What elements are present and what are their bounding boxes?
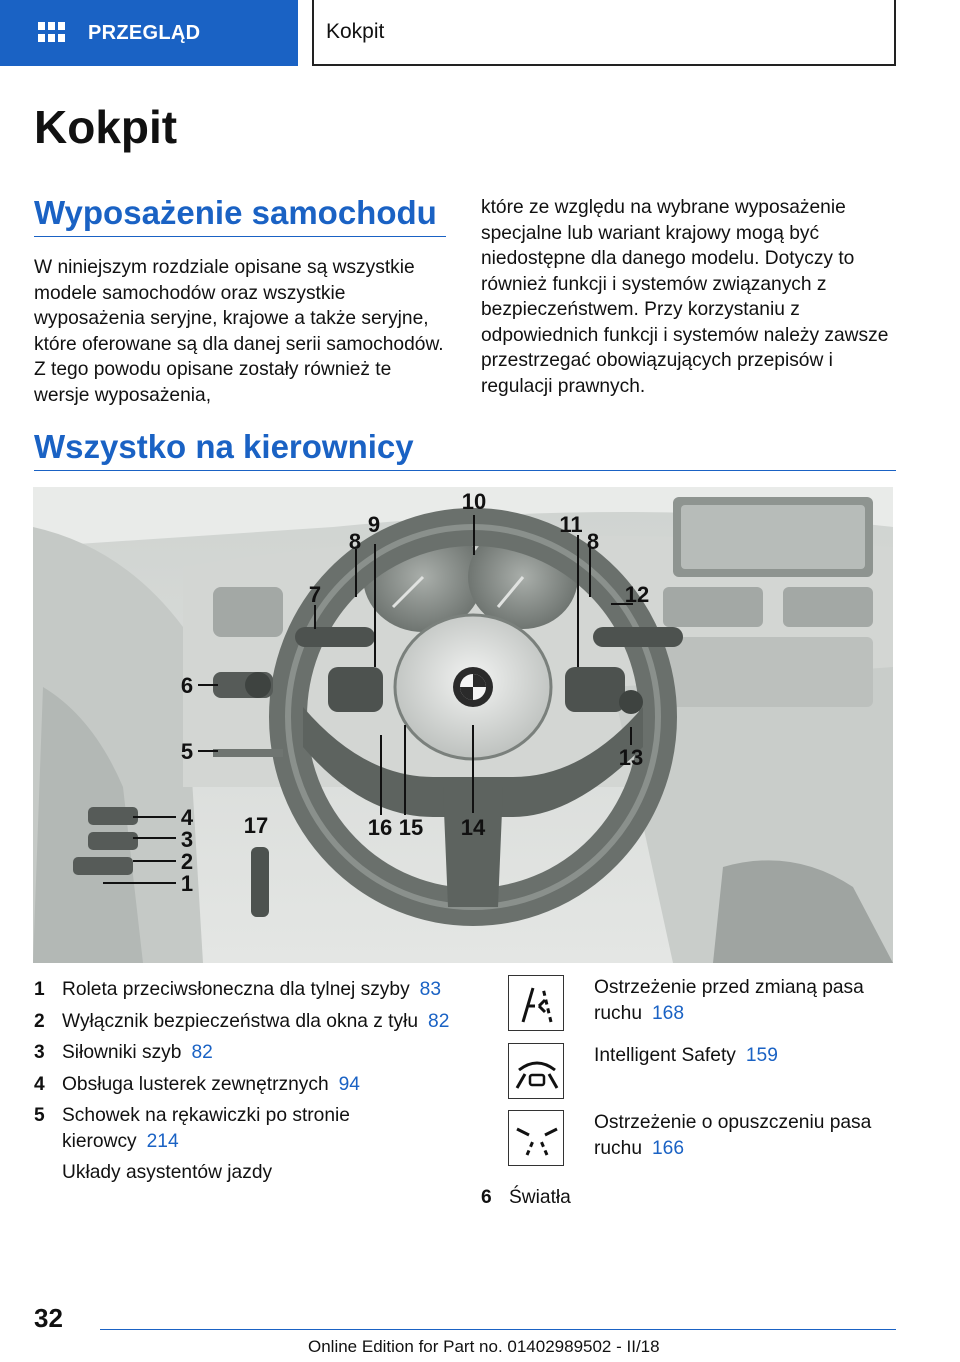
- intro-paragraph-right: które ze względu na wybrane wyposażenie specjalne lub wariant krajowy mogą być niedostępne dla danego modelu. Dotyczy to również funkcji i systemów związanych z bezpieczeństwem. Przy korzystaniu z odpowiednich funkcji i systemów należy zawsze przestrzegać obowiązujących przepisów i regulacji prawnych.: [481, 197, 889, 397]
- item-text: Wyłącznik bezpieczeństwa dla okna z tyłu: [62, 1010, 419, 1032]
- callout-16: 16: [367, 815, 393, 840]
- list-item: [34, 1040, 454, 1066]
- callout-14: 14: [460, 815, 486, 840]
- page-header: [0, 0, 960, 66]
- callout-17: 17: [243, 813, 269, 838]
- callout-10: 10: [461, 489, 487, 514]
- cockpit-illustration: [33, 487, 893, 963]
- list-item: [34, 1160, 454, 1186]
- lane-change-warning-icon: [508, 975, 564, 1031]
- chapter-tab-label: Kokpit: [326, 20, 385, 43]
- section-rule: [34, 470, 896, 471]
- intelligent-safety-icon: [508, 1043, 564, 1099]
- page-reference-link[interactable]: 166: [652, 1137, 685, 1159]
- list-item: [34, 1009, 454, 1035]
- callout-5: 5: [180, 739, 194, 764]
- item-text: Roleta przeciwsłoneczna dla tylnej szyby: [62, 979, 410, 1000]
- callout-6: 6: [180, 673, 194, 698]
- page-reference-link[interactable]: 82: [428, 1010, 450, 1032]
- item-number: 4: [34, 1073, 45, 1095]
- page-reference-link[interactable]: 83: [419, 979, 442, 1000]
- grid-menu-icon: [38, 22, 66, 44]
- page-title: Kokpit: [34, 101, 178, 153]
- footer-rule: [100, 1329, 896, 1330]
- section-title-equipment: Wyposażenie samochodu: [34, 194, 437, 231]
- item-text: Siłowniki szyb: [62, 1042, 182, 1063]
- callout-8-right: 8: [586, 529, 600, 554]
- list-item: [34, 977, 454, 1003]
- intro-paragraph-left: W niniejszym rozdziale opisane są wszystkie modele samochodów oraz wszystkie wyposażenia seryjne, krajowe a także seryjne, które oferowane są dla danej serii samochodów. Z tego powodu opisane zostały również te wersje wyposażenia,: [34, 257, 444, 406]
- item-text: Ostrzeżenie przed zmianą pasa ruchu: [594, 977, 864, 1024]
- item-text: Intelligent Safety: [594, 1045, 736, 1066]
- cockpit-drawing: [33, 487, 893, 963]
- callout-15: 15: [398, 815, 424, 840]
- legend-list-left: [34, 977, 454, 1192]
- callout-7: 7: [308, 582, 322, 607]
- callout-12: 12: [624, 582, 650, 607]
- page-reference-link[interactable]: 94: [338, 1073, 360, 1095]
- callout-1: 1: [180, 871, 194, 896]
- icon-item-text: [594, 1043, 904, 1069]
- list-item: [34, 1072, 454, 1098]
- list-item: [34, 1103, 454, 1154]
- callout-8-left: 8: [348, 529, 362, 554]
- item-number: 3: [34, 1042, 45, 1063]
- section-title-steering-wheel: Wszystko na kierownicy: [34, 428, 414, 465]
- item-text: Obsługa lusterek zewnętrznych: [62, 1073, 329, 1095]
- icon-list-item: [508, 975, 898, 1033]
- page-reference-link[interactable]: 159: [745, 1045, 778, 1066]
- callout-11: 11: [559, 512, 583, 537]
- callout-2: 2: [180, 849, 194, 874]
- chapter-tab: [312, 0, 896, 66]
- icon-list-item: [508, 1110, 898, 1168]
- icon-item-text: [594, 1110, 904, 1161]
- item-text: Ostrzeżenie o opuszczeniu pasa ruchu: [594, 1112, 872, 1159]
- callout-4: 4: [180, 805, 194, 830]
- page-reference-link[interactable]: 82: [191, 1042, 213, 1063]
- item-number: 2: [34, 1010, 45, 1032]
- page-number: 32: [34, 1303, 63, 1333]
- item-text: Schowek na rękawiczki po stronie kierowcy: [62, 1105, 350, 1152]
- callout-3: 3: [180, 827, 194, 852]
- item-text: Układy asystentów jazdy: [62, 1162, 273, 1183]
- list-item: [481, 1185, 881, 1211]
- lane-departure-warning-icon: [508, 1110, 564, 1166]
- legend-list-right: [481, 1185, 881, 1217]
- page-reference-link[interactable]: 168: [652, 1002, 685, 1024]
- overview-nav-button[interactable]: [0, 0, 298, 66]
- callout-13: 13: [618, 745, 644, 770]
- page-reference-link[interactable]: 214: [146, 1130, 179, 1152]
- callout-9: 9: [367, 512, 381, 537]
- section-rule: [34, 236, 446, 237]
- icon-item-text: [594, 975, 904, 1026]
- overview-nav-label: PRZEGLĄD: [88, 21, 201, 44]
- item-number: 5: [34, 1105, 45, 1126]
- item-number: 1: [34, 979, 45, 1000]
- edition-footer: Online Edition for Part no. 01402989502 - II/18: [308, 1337, 660, 1356]
- item-number: 6: [481, 1187, 492, 1208]
- icon-list-item: [508, 1043, 898, 1101]
- item-text: Światła: [509, 1187, 571, 1208]
